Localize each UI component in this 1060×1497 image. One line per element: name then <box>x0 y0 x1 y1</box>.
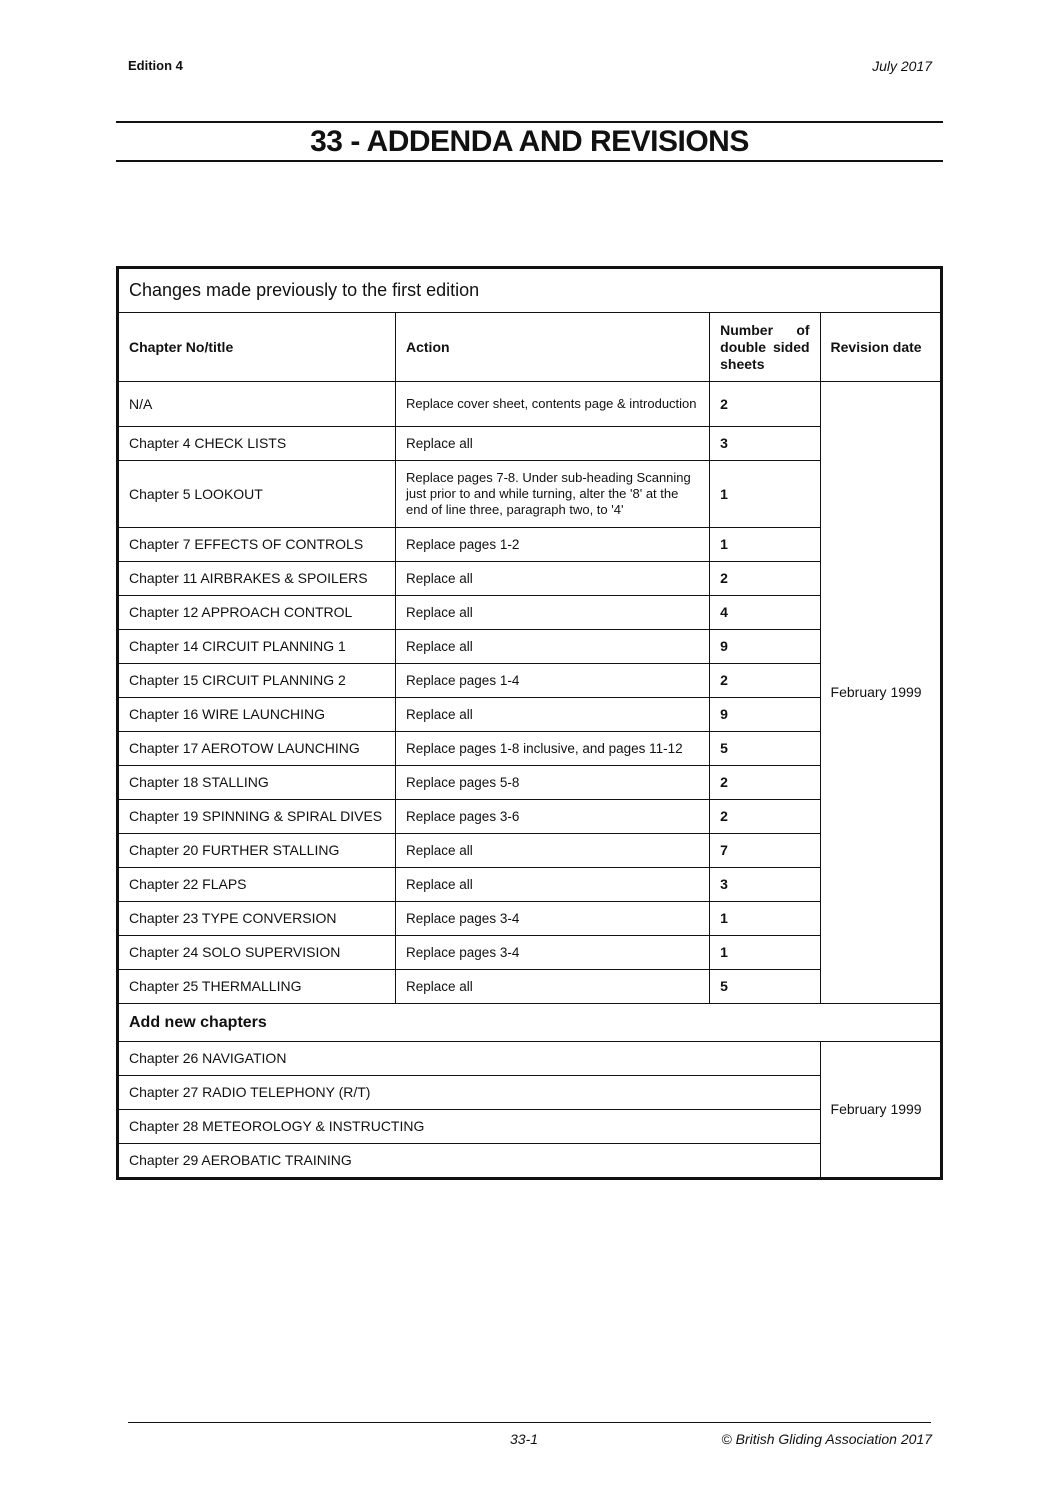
sheets-cell: 3 <box>710 427 820 461</box>
action-cell: Replace all <box>396 630 710 664</box>
table-row <box>118 970 942 1004</box>
chapter-cell: Chapter 25 THERMALLING <box>118 970 396 1004</box>
table-row <box>118 562 942 596</box>
table-row <box>118 664 942 698</box>
sheets-cell: 2 <box>710 562 820 596</box>
action-cell: Replace pages 3-4 <box>396 936 710 970</box>
table-row <box>118 382 942 427</box>
table-row <box>118 732 942 766</box>
revision-date-cell: February 1999 <box>820 382 941 1004</box>
chapter-cell: Chapter 18 STALLING <box>118 766 396 800</box>
new-chapter-cell: Chapter 27 RADIO TELEPHONY (R/T) <box>118 1076 821 1110</box>
sheets-cell: 2 <box>710 664 820 698</box>
page-number: 33-1 <box>510 1431 539 1447</box>
action-cell: Replace all <box>396 834 710 868</box>
action-cell: Replace all <box>396 427 710 461</box>
column-header-chapter: Chapter No/title <box>118 313 396 382</box>
title-rule-top <box>116 121 943 123</box>
sheets-cell: 1 <box>710 528 820 562</box>
table-row <box>118 902 942 936</box>
sheets-cell: 3 <box>710 868 820 902</box>
sheets-cell: 2 <box>710 800 820 834</box>
action-cell: Replace pages 1-2 <box>396 528 710 562</box>
action-cell: Replace pages 1-8 inclusive, and pages 11-12 <box>396 732 710 766</box>
chapter-cell: N/A <box>118 382 396 427</box>
new-chapter-cell: Chapter 28 METEOROLOGY & INSTRUCTING <box>118 1110 821 1144</box>
title-rule-bottom <box>116 160 943 162</box>
chapter-cell: Chapter 5 LOOKOUT <box>118 461 396 528</box>
column-header-revision-date: Revision date <box>820 313 941 382</box>
table-row <box>118 596 942 630</box>
sheets-cell: 1 <box>710 936 820 970</box>
sheets-cell: 5 <box>710 732 820 766</box>
table-row <box>118 766 942 800</box>
page-title: 33 - ADDENDA AND REVISIONS <box>310 125 749 158</box>
sheets-cell: 9 <box>710 630 820 664</box>
chapter-cell: Chapter 20 FURTHER STALLING <box>118 834 396 868</box>
chapter-cell: Chapter 19 SPINNING & SPIRAL DIVES <box>118 800 396 834</box>
sheets-cell: 5 <box>710 970 820 1004</box>
sheets-cell: 1 <box>710 461 820 528</box>
new-chapter-row <box>118 1110 942 1144</box>
table-row <box>118 630 942 664</box>
chapter-cell: Chapter 14 CIRCUIT PLANNING 1 <box>118 630 396 664</box>
action-cell: Replace pages 7-8. Under sub-heading Scanning just prior to and while turning, alter the '8' at the end of line three, paragraph two, to '4' <box>396 461 710 528</box>
column-header-action: Action <box>396 313 710 382</box>
new-chapter-row <box>118 1042 942 1076</box>
action-cell: Replace pages 3-4 <box>396 902 710 936</box>
new-chapters-heading-row <box>118 1004 942 1042</box>
revision-date-cell: February 1999 <box>820 1042 941 1179</box>
table-row <box>118 528 942 562</box>
chapter-cell: Chapter 17 AEROTOW LAUNCHING <box>118 732 396 766</box>
table-row <box>118 936 942 970</box>
chapter-cell: Chapter 7 EFFECTS OF CONTROLS <box>118 528 396 562</box>
column-header-sheets: Number of double sided sheets <box>710 313 820 382</box>
header-date: July 2017 <box>872 58 932 74</box>
table-header-row <box>118 313 942 382</box>
sheets-cell: 4 <box>710 596 820 630</box>
copyright: © British Gliding Association 2017 <box>721 1431 932 1447</box>
table-row <box>118 834 942 868</box>
action-cell: Replace all <box>396 970 710 1004</box>
table-row <box>118 427 942 461</box>
action-cell: Replace pages 1-4 <box>396 664 710 698</box>
sheets-cell: 2 <box>710 766 820 800</box>
table-row <box>118 800 942 834</box>
chapter-cell: Chapter 23 TYPE CONVERSION <box>118 902 396 936</box>
sheets-cell: 1 <box>710 902 820 936</box>
sheets-cell: 2 <box>710 382 820 427</box>
new-chapter-row <box>118 1144 942 1179</box>
chapter-cell: Chapter 16 WIRE LAUNCHING <box>118 698 396 732</box>
action-cell: Replace cover sheet, contents page & introduction <box>396 382 710 427</box>
sheets-cell: 7 <box>710 834 820 868</box>
footer-rule <box>128 1422 931 1423</box>
action-cell: Replace all <box>396 868 710 902</box>
table-caption: Changes made previously to the first edition <box>118 268 942 313</box>
action-cell: Replace all <box>396 562 710 596</box>
table-caption-row <box>118 268 942 313</box>
table-row <box>118 868 942 902</box>
action-cell: Replace all <box>396 698 710 732</box>
table-row <box>118 461 942 528</box>
chapter-cell: Chapter 15 CIRCUIT PLANNING 2 <box>118 664 396 698</box>
edition-label: Edition 4 <box>128 58 183 73</box>
table-row <box>118 698 942 732</box>
chapter-cell: Chapter 4 CHECK LISTS <box>118 427 396 461</box>
new-chapter-row <box>118 1076 942 1110</box>
chapter-cell: Chapter 11 AIRBRAKES & SPOILERS <box>118 562 396 596</box>
chapter-cell: Chapter 12 APPROACH CONTROL <box>118 596 396 630</box>
new-chapter-cell: Chapter 26 NAVIGATION <box>118 1042 821 1076</box>
new-chapters-heading: Add new chapters <box>118 1004 942 1042</box>
action-cell: Replace all <box>396 596 710 630</box>
revisions-table <box>116 266 943 1180</box>
action-cell: Replace pages 3-6 <box>396 800 710 834</box>
new-chapter-cell: Chapter 29 AEROBATIC TRAINING <box>118 1144 821 1179</box>
chapter-cell: Chapter 24 SOLO SUPERVISION <box>118 936 396 970</box>
sheets-cell: 9 <box>710 698 820 732</box>
action-cell: Replace pages 5-8 <box>396 766 710 800</box>
chapter-cell: Chapter 22 FLAPS <box>118 868 396 902</box>
